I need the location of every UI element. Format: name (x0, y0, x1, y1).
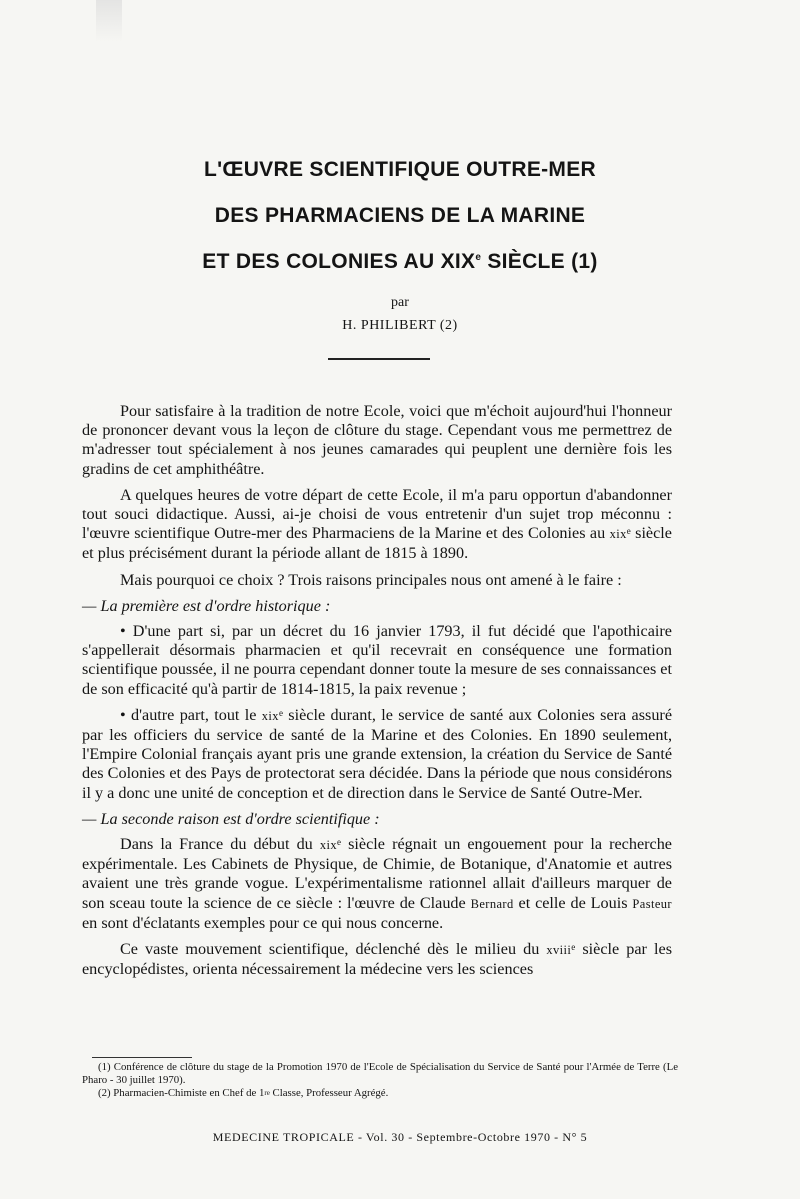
section-heading-historical: — La première est d'ordre historique : (82, 596, 331, 615)
paragraph-subject: A quelques heures de votre départ de cette Ecole, il m'a paru opportun d'abandonner tout souci didactique. Aussi, ai-je choisi de vous entretenir d'un sujet trop méconnu : l'œuvre scientifique Outre-mer des Pharmaciens de la Marine et des Colonies au xix$^e$ siècle et plus précisément durant la période allant de 1815 à 1890. (82, 485, 672, 563)
paragraph-intro: Pour satisfaire à la tradition de notre Ecole, voici que m'échoit aujourd'hui l'honneur de prononcer devant vous la leçon de clôture du stage. Cependant vous me permettrez de m'adresser tout spécialement à nos jeunes camarades qui peuplent une dernière fois les gradins de cet amphithéâtre. (82, 402, 672, 478)
footnote-divider (92, 1057, 192, 1058)
footnotes (82, 1061, 678, 1101)
author-name: H. PHILIBERT (2) (342, 318, 458, 333)
paragraph-reasons: Mais pourquoi ce choix ? Trois raisons principales nous ont amené à le faire : (120, 570, 622, 589)
article-body (82, 402, 672, 986)
title-divider (328, 358, 430, 360)
paragraph-experimental: Dans la France du début du xix$^e$ siècle régnait un engouement pour la recherche expérimentale. Les Cabinets de Physique, de Chimie, de Botanique, d'Anatomie et autres avaient une très grande vogue. L'expérimentalisme rationnel allait d'ailleurs marquer de son sceau toute la science de ce siècle : l'œuvre de Claude Bernard et celle de Louis Pasteur en sont d'éclatants exemples pour ce qui nous concerne. (82, 835, 672, 932)
footnote-1: (1) Conférence de clôture du stage de la Promotion 1970 de l'Ecole de Spécialisation du Service de Santé pour l'Armée de Terre (Le Pharo - 30 juillet 1970). (82, 1061, 678, 1086)
section-heading-scientific: — La seconde raison est d'ordre scientifique : (82, 809, 380, 828)
footnote-2: (2) Pharmacien-Chimiste en Chef de 1re Classe, Professeur Agrégé. (98, 1087, 389, 1100)
bullet-service: • d'autre part, tout le xix$^e$ siècle durant, le service de santé aux Colonies sera assuré par les officiers du service de santé de la Marine et des Colonies. En 1890 seulement, l'Empire Colonial français ayant pris une grande extension, la création du Service de Santé des Colonies et des Pays de protectorat sera décidée. Dans la période que nous considérons il y a donc une unité de conception et de direction dans le Service de Santé Outre-Mer. (82, 705, 673, 802)
journal-footer: MEDECINE TROPICALE - Vol. 30 - Septembre-Octobre 1970 - N° 5 (212, 1130, 588, 1144)
by-label: par (391, 295, 409, 310)
scan-artifact (96, 0, 122, 42)
title-line-3: ET DES COLONIES AU XIXe SIÈCLE (1) (202, 250, 598, 273)
bullet-decree: • D'une part si, par un décret du 16 janvier 1793, il fut décidé que l'apothicaire s'appellerait désormais pharmacien et qu'il recevrait en conséquence une formation scientifique poussée, il ne pourra cependant donner toute la mesure de ses connaissances et de son efficacité qu'à partir de 1814-1815, la paix revenue ; (82, 622, 672, 698)
title-line-2: DES PHARMACIENS DE LA MARINE (214, 204, 586, 227)
title-line-1: L'ŒUVRE SCIENTIFIQUE OUTRE-MER (203, 158, 596, 181)
paragraph-encyclopedists: Ce vaste mouvement scientifique, déclenché dès le milieu du xviii$^e$ siècle par les encyclopédistes, orienta nécessairement la médecine vers les sciences (82, 940, 673, 979)
